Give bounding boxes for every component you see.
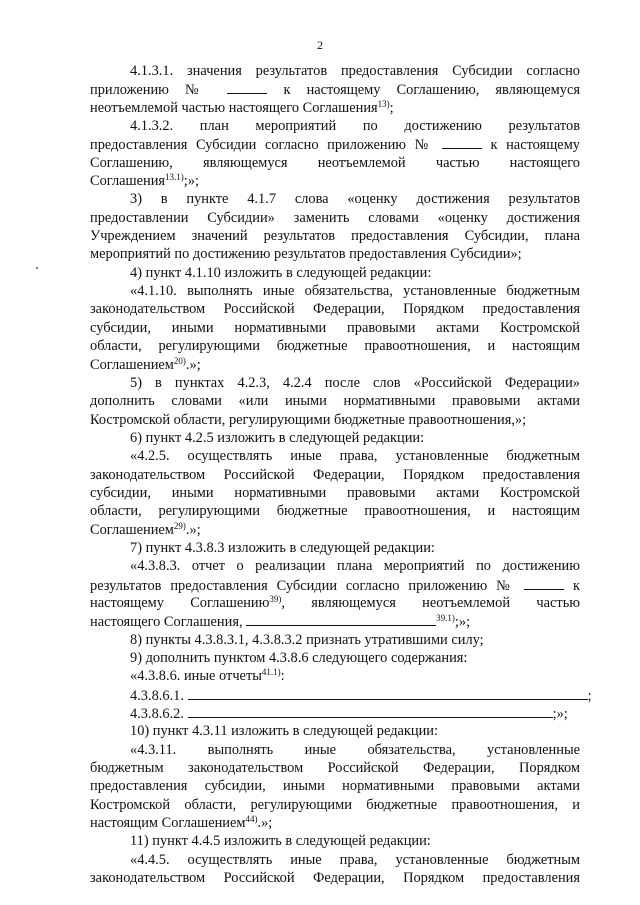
footnote-ref: 13.1) <box>165 172 184 183</box>
footnote-ref: 29) <box>173 520 186 531</box>
footnote-ref: 41.1) <box>261 667 281 678</box>
paragraph-item-9: 9) дополнить пунктом 4.3.8.6 следующего содержания: <box>130 650 468 666</box>
blank-field <box>246 612 436 626</box>
footnote-ref: 39.1) <box>436 613 455 624</box>
quote-4-2-5: «4.2.5. осуществлять иные права, установленные бюджетным законодательством Российской Федерации, Порядком предоставления субсидии, иными нормативными правовыми актами Костромской области, регулирующими бюджетные правоотношения, и настоящим Соглашением$^{29)}$.»; <box>90 448 580 538</box>
paragraph-4-1-3-1: 4.1.3.1. значения результатов предоставления Субсидии согласно приложению № к настоящему Соглашению, являющемуся неотъемлемой частью настоящего Соглашения$^{13)}$; <box>90 63 580 116</box>
quote-4-4-5: «4.4.5. осуществлять иные права, установленные бюджетным законодательством Российской Федерации, Порядком предоставления <box>90 851 580 887</box>
blank-field <box>188 704 553 718</box>
footnote-ref: 44) <box>245 814 258 825</box>
quote-4-3-8-6: «4.3.8.6. иные отчеты$^{41.1)}$: 4.3.8.6.1. ; 4.3.8.6.2. ;»; <box>130 667 592 723</box>
footnote-ref: 13) <box>377 98 390 109</box>
page-number: 2 <box>317 38 323 52</box>
blank-field <box>442 135 482 149</box>
blank-field <box>227 80 267 94</box>
paragraph-item-5: 5) в пунктах 4.2.3, 4.2.4 после слов «Российской Федерации» дополнить словами «или иными нормативными правовыми актами Костромской области, регулирующими бюджетные правоотношения,»; <box>90 374 580 428</box>
scan-speck <box>36 267 38 269</box>
document-body <box>90 62 592 887</box>
footnote-ref: 39) <box>269 593 282 604</box>
quote-4-1-10: «4.1.10. выполнять иные обязательства, установленные бюджетным законодательством Российской Федерации, Порядком предоставления субсидии, иными нормативными правовыми актами Костромской области, регулирующими бюджетные правоотношения, и настоящим Соглашением$^{20)}$.»; <box>90 283 580 373</box>
paragraph-item-4: 4) пункт 4.1.10 изложить в следующей редакции: <box>130 264 432 281</box>
blank-field <box>188 686 588 700</box>
footnote-ref: 20) <box>173 355 186 366</box>
paragraph-4-1-3-2: 4.1.3.2. план мероприятий по достижению результатов предоставления Субсидии согласно приложению № к настоящему Соглашению, являющемуся неотъемлемой частью настоящего Соглашения$^{13.1)}$;»; <box>90 118 580 190</box>
paragraph-item-3: 3) в пункте 4.1.7 слова «оценку достижения результатов предоставлении Субсидии» заменить словами «оценку достижения Учреждением значений результатов предоставления Субсидии, плана мероприятий по достижению результатов предоставления Субсидии»; <box>90 191 580 263</box>
blank-field <box>524 576 564 590</box>
paragraph-item-6: 6) пункт 4.2.5 изложить в следующей редакции: <box>130 429 425 446</box>
quote-4-3-8-3: «4.3.8.3. отчет о реализации плана мероприятий по достижению результатов предоставления Субсидии согласно приложению № к настоящему Соглашению$^{39)}$, являющемуся неотъемлемой частью настоящего Соглашения, $^{39.1)}$;»; <box>90 558 581 631</box>
paragraph-item-7: 7) пункт 4.3.8.3 изложить в следующей редакции: <box>130 539 435 556</box>
paragraph-item-10: 10) пункт 4.3.11 изложить в следующей редакции: <box>130 723 438 740</box>
paragraph-item-8: 8) пункты 4.3.8.3.1, 4.3.8.3.2 признать утратившими силу; <box>130 631 484 648</box>
paragraph-item-11: 11) пункт 4.4.5 изложить в следующей редакции: <box>130 833 431 850</box>
quote-4-3-11: «4.3.11. выполнять иные обязательства, установленные бюджетным законодательством Российской Федерации, Порядком предоставления субсидии, иными нормативными правовыми актами Костромской области, регулирующими бюджетные правоотношения, и настоящим Соглашением$^{44)}$.»; <box>90 741 580 832</box>
